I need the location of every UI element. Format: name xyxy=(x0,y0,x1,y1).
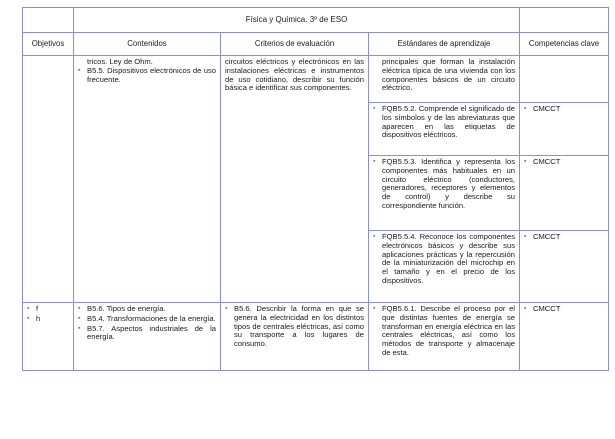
list-item: ▪ f xyxy=(27,304,39,313)
estandar-cell: ▪ FQB5.5.3. Identifica y representa los componentes más habituales en un circuito eléctrico (conductores, generadores, receptores y elementos de control) y describe su correspondiente función. xyxy=(369,156,520,231)
competencia-cell: ▪ CMCCT xyxy=(520,156,609,231)
title-spacer-cell-right xyxy=(520,8,609,33)
list-item: ▪ h xyxy=(27,313,41,323)
header-row xyxy=(23,33,609,56)
contenidos-continuation: tricos. Ley de Ohm. xyxy=(87,57,153,66)
bullet-icon: ▪ xyxy=(524,233,527,240)
header-competencias: Competencias clave xyxy=(520,33,609,56)
title-row xyxy=(23,8,609,33)
criterio-cell xyxy=(221,56,369,303)
header-estandares: Estándares de aprendizaje xyxy=(369,33,520,56)
bullet-icon: ▪ xyxy=(225,305,228,312)
estandar-cell: ▪ FQB5.5.4. Reconoce los componentes electrónicos básicos y describe sus aplicaciones prácticas y la repercusión de la miniaturización del microchip en el tamaño y en el precio de los dispositivos. xyxy=(369,231,520,303)
bullet-icon: ▪ xyxy=(524,105,527,112)
list-item: ▪ B5.5. Dispositivos electrónicos de uso frecuente. xyxy=(78,65,216,84)
bullet-icon: ▪ xyxy=(27,305,30,312)
header-contenidos: Contenidos xyxy=(74,33,221,56)
table-row xyxy=(23,56,609,103)
competencia-cell xyxy=(520,56,609,103)
list-item: ▪ B5.4. Transformaciones de la energía. xyxy=(78,313,216,323)
objetivos-cell xyxy=(23,303,74,371)
contenidos-cell xyxy=(74,303,221,371)
competencia-cell: ▪ CMCCT xyxy=(520,103,609,156)
title-spacer-cell xyxy=(23,8,74,33)
estandar-continuation: principales que forman la instalación eléctrica típica de una vivienda con los componentes básicos de un circuito eléctrico. xyxy=(382,57,515,93)
list-item: ▪ B5.6. Tipos de energía. xyxy=(78,304,166,313)
bullet-icon: ▪ xyxy=(373,233,376,240)
bullet-icon: ▪ xyxy=(27,314,30,322)
competencia-cell: ▪ CMCCT xyxy=(520,231,609,303)
bullet-icon: ▪ xyxy=(524,305,527,312)
bullet-icon: ▪ xyxy=(78,324,81,332)
competencia-cell: ▪ CMCCT xyxy=(520,303,609,371)
estandar-cell: ▪ FQB5.6.1. Describe el proceso por el que distintas fuentes de energía se transforman en energía eléctrica en las centrales eléctricas, así como los métodos de transporte y almacenaje de esta. xyxy=(369,303,520,371)
bullet-icon: ▪ xyxy=(373,105,376,112)
bullet-icon: ▪ xyxy=(78,305,81,312)
estandar-cell xyxy=(369,56,520,103)
bullet-icon: ▪ xyxy=(373,158,376,165)
estandar-cell: ▪ FQB5.5.2. Comprende el significado de los símbolos y de las abreviaturas que aparecen en las etiquetas de dispositivos eléctricos. xyxy=(369,103,520,156)
bullet-icon: ▪ xyxy=(373,305,376,312)
criterio-cell: ▪ B5.6. Describir la forma en que se genera la electricidad en los distintos tipos de centrales eléctricas, así como su transporte a los lugares de consumo. xyxy=(221,303,369,371)
criterio-text: circuitos eléctricos y electrónicos en las instalaciones eléctricas e instrumentos de uso cotidiano, describir su función básica e identificar sus componentes. xyxy=(225,57,364,93)
table-row xyxy=(23,303,609,371)
header-criterios: Criterios de evaluación xyxy=(221,33,369,56)
bullet-icon: ▪ xyxy=(524,158,527,165)
table-title: Física y Química. 3º de ESO xyxy=(74,8,520,33)
contenidos-list xyxy=(78,67,216,85)
header-objetivos: Objetivos xyxy=(23,33,74,56)
bullet-icon: ▪ xyxy=(78,314,81,322)
contenidos-cell xyxy=(74,56,221,303)
curriculum-table xyxy=(22,7,609,371)
list-item: ▪ B5.7. Aspectos industriales de la energía. xyxy=(78,323,216,342)
bullet-icon: ▪ xyxy=(78,66,81,74)
objetivos-cell xyxy=(23,56,74,303)
